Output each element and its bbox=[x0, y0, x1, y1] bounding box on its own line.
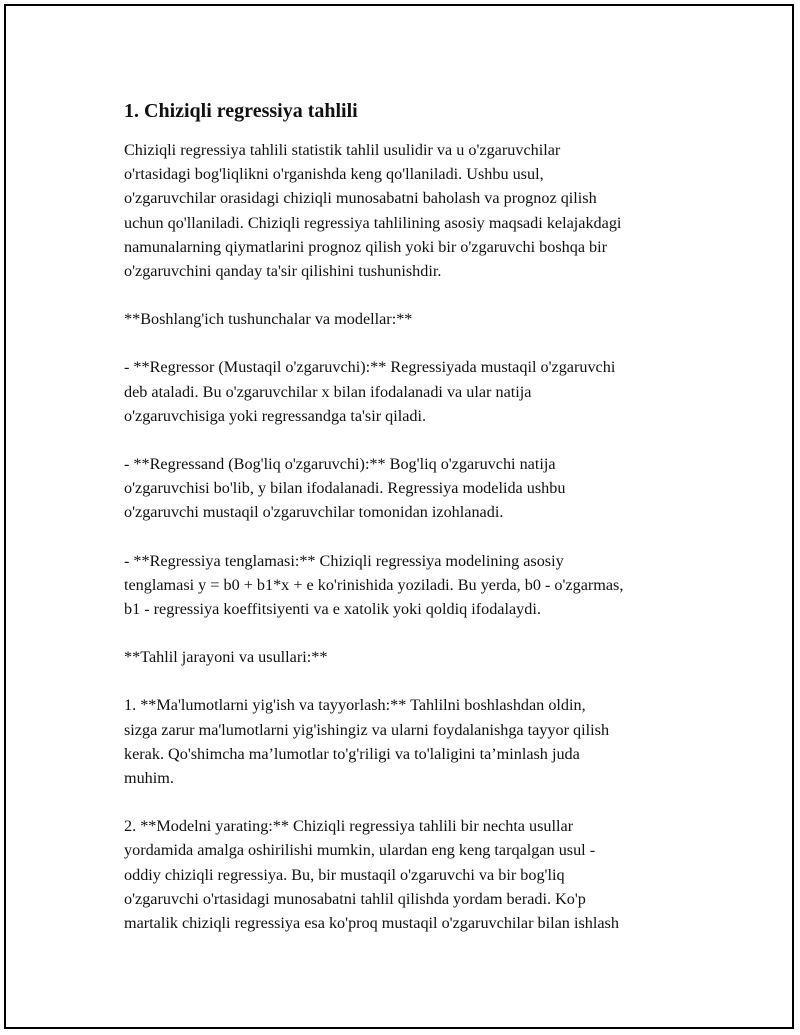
intro-paragraph bbox=[124, 138, 694, 283]
concepts-heading-paragraph bbox=[124, 307, 694, 331]
text-line: o'zgaruvchi mustaqil o'zgaruvchilar tomonidan izohlanadi. bbox=[124, 503, 504, 522]
document-page bbox=[4, 4, 794, 1029]
text-line: **Boshlang'ich tushunchalar va modellar:** bbox=[124, 310, 413, 329]
regressor-paragraph bbox=[124, 355, 694, 428]
section-heading: 1. Chiziqli regressiya tahlili bbox=[124, 100, 358, 122]
text-line: o'zgaruvchisiga yoki regressandga ta'sir qiladi. bbox=[124, 406, 427, 425]
data-prep-paragraph bbox=[124, 693, 694, 790]
model-creation-paragraph bbox=[124, 814, 694, 935]
text-line: kerak. Qo'shimcha ma’lumotlar to'g'riligi va to'laligini ta’minlash juda bbox=[124, 744, 580, 763]
text-line: martalik chiziqli regressiya esa ko'proq mustaqil o'zgaruvchilar bilan ishlash bbox=[124, 914, 619, 933]
text-line: tenglamasi y = b0 + b1*x + e ko'rinishida yoziladi. Bu yerda, b0 - o'zgarmas, bbox=[124, 575, 624, 594]
process-heading-paragraph bbox=[124, 645, 694, 669]
text-line: **Tahlil jarayoni va usullari:** bbox=[124, 648, 328, 667]
text-line: b1 - regressiya koeffitsiyenti va e xatolik yoki qoldiq ifodalaydi. bbox=[124, 600, 541, 619]
text-line: o'zgaruvchini qanday ta'sir qilishini tushunishdir. bbox=[124, 262, 442, 281]
text-line: oddiy chiziqli regressiya. Bu, bir mustaqil o'zgaruvchi va bir bog'liq bbox=[124, 865, 565, 884]
text-line: namunalarning qiymatlarini prognoz qilish yoki bir o'zgaruvchi boshqa bir bbox=[124, 237, 608, 256]
text-line: muhim. bbox=[124, 769, 174, 788]
text-line: uchun qo'llaniladi. Chiziqli regressiya tahlilining asosiy maqsadi kelajakdagi bbox=[124, 213, 622, 232]
text-line: o'zgaruvchisi bo'lib, y bilan ifodalanadi. Regressiya modelida ushbu bbox=[124, 479, 566, 498]
equation-paragraph bbox=[124, 549, 694, 622]
document-content bbox=[124, 98, 694, 959]
text-line: yordamida amalga oshirilishi mumkin, ulardan eng keng tarqalgan usul - bbox=[124, 841, 596, 860]
text-line: 2. **Modelni yarating:** Chiziqli regressiya tahlili bir nechta usullar bbox=[124, 817, 574, 836]
text-line: o'rtasidagi bog'liqlikni o'rganishda keng qo'llaniladi. Ushbu usul, bbox=[124, 165, 544, 184]
text-line: sizga zarur ma'lumotlarni yig'ishingiz va ularni foydalanishga tayyor qilish bbox=[124, 720, 610, 739]
text-line: - **Regressand (Bog'liq o'zgaruvchi):** Bog'liq o'zgaruvchi natija bbox=[124, 455, 556, 474]
text-line: 1. **Ma'lumotlarni yig'ish va tayyorlash:** Tahlilni boshlashdan oldin, bbox=[124, 696, 586, 715]
text-line: o'zgaruvchilar orasidagi chiziqli munosabatni baholash va prognoz qilish bbox=[124, 189, 597, 208]
text-line: - **Regressor (Mustaqil o'zgaruvchi):** Regressiyada mustaqil o'zgaruvchi bbox=[124, 358, 616, 377]
text-line: deb ataladi. Bu o'zgaruvchilar x bilan ifodalanadi va ular natija bbox=[124, 382, 532, 401]
text-line: - **Regressiya tenglamasi:** Chiziqli regressiya modelining asosiy bbox=[124, 551, 564, 570]
regressand-paragraph bbox=[124, 452, 694, 525]
text-line: Chiziqli regressiya tahlili statistik tahlil usulidir va u o'zgaruvchilar bbox=[124, 141, 561, 159]
text-line: o'zgaruvchi o'rtasidagi munosabatni tahlil qilishda yordam beradi. Ko'p bbox=[124, 889, 586, 908]
